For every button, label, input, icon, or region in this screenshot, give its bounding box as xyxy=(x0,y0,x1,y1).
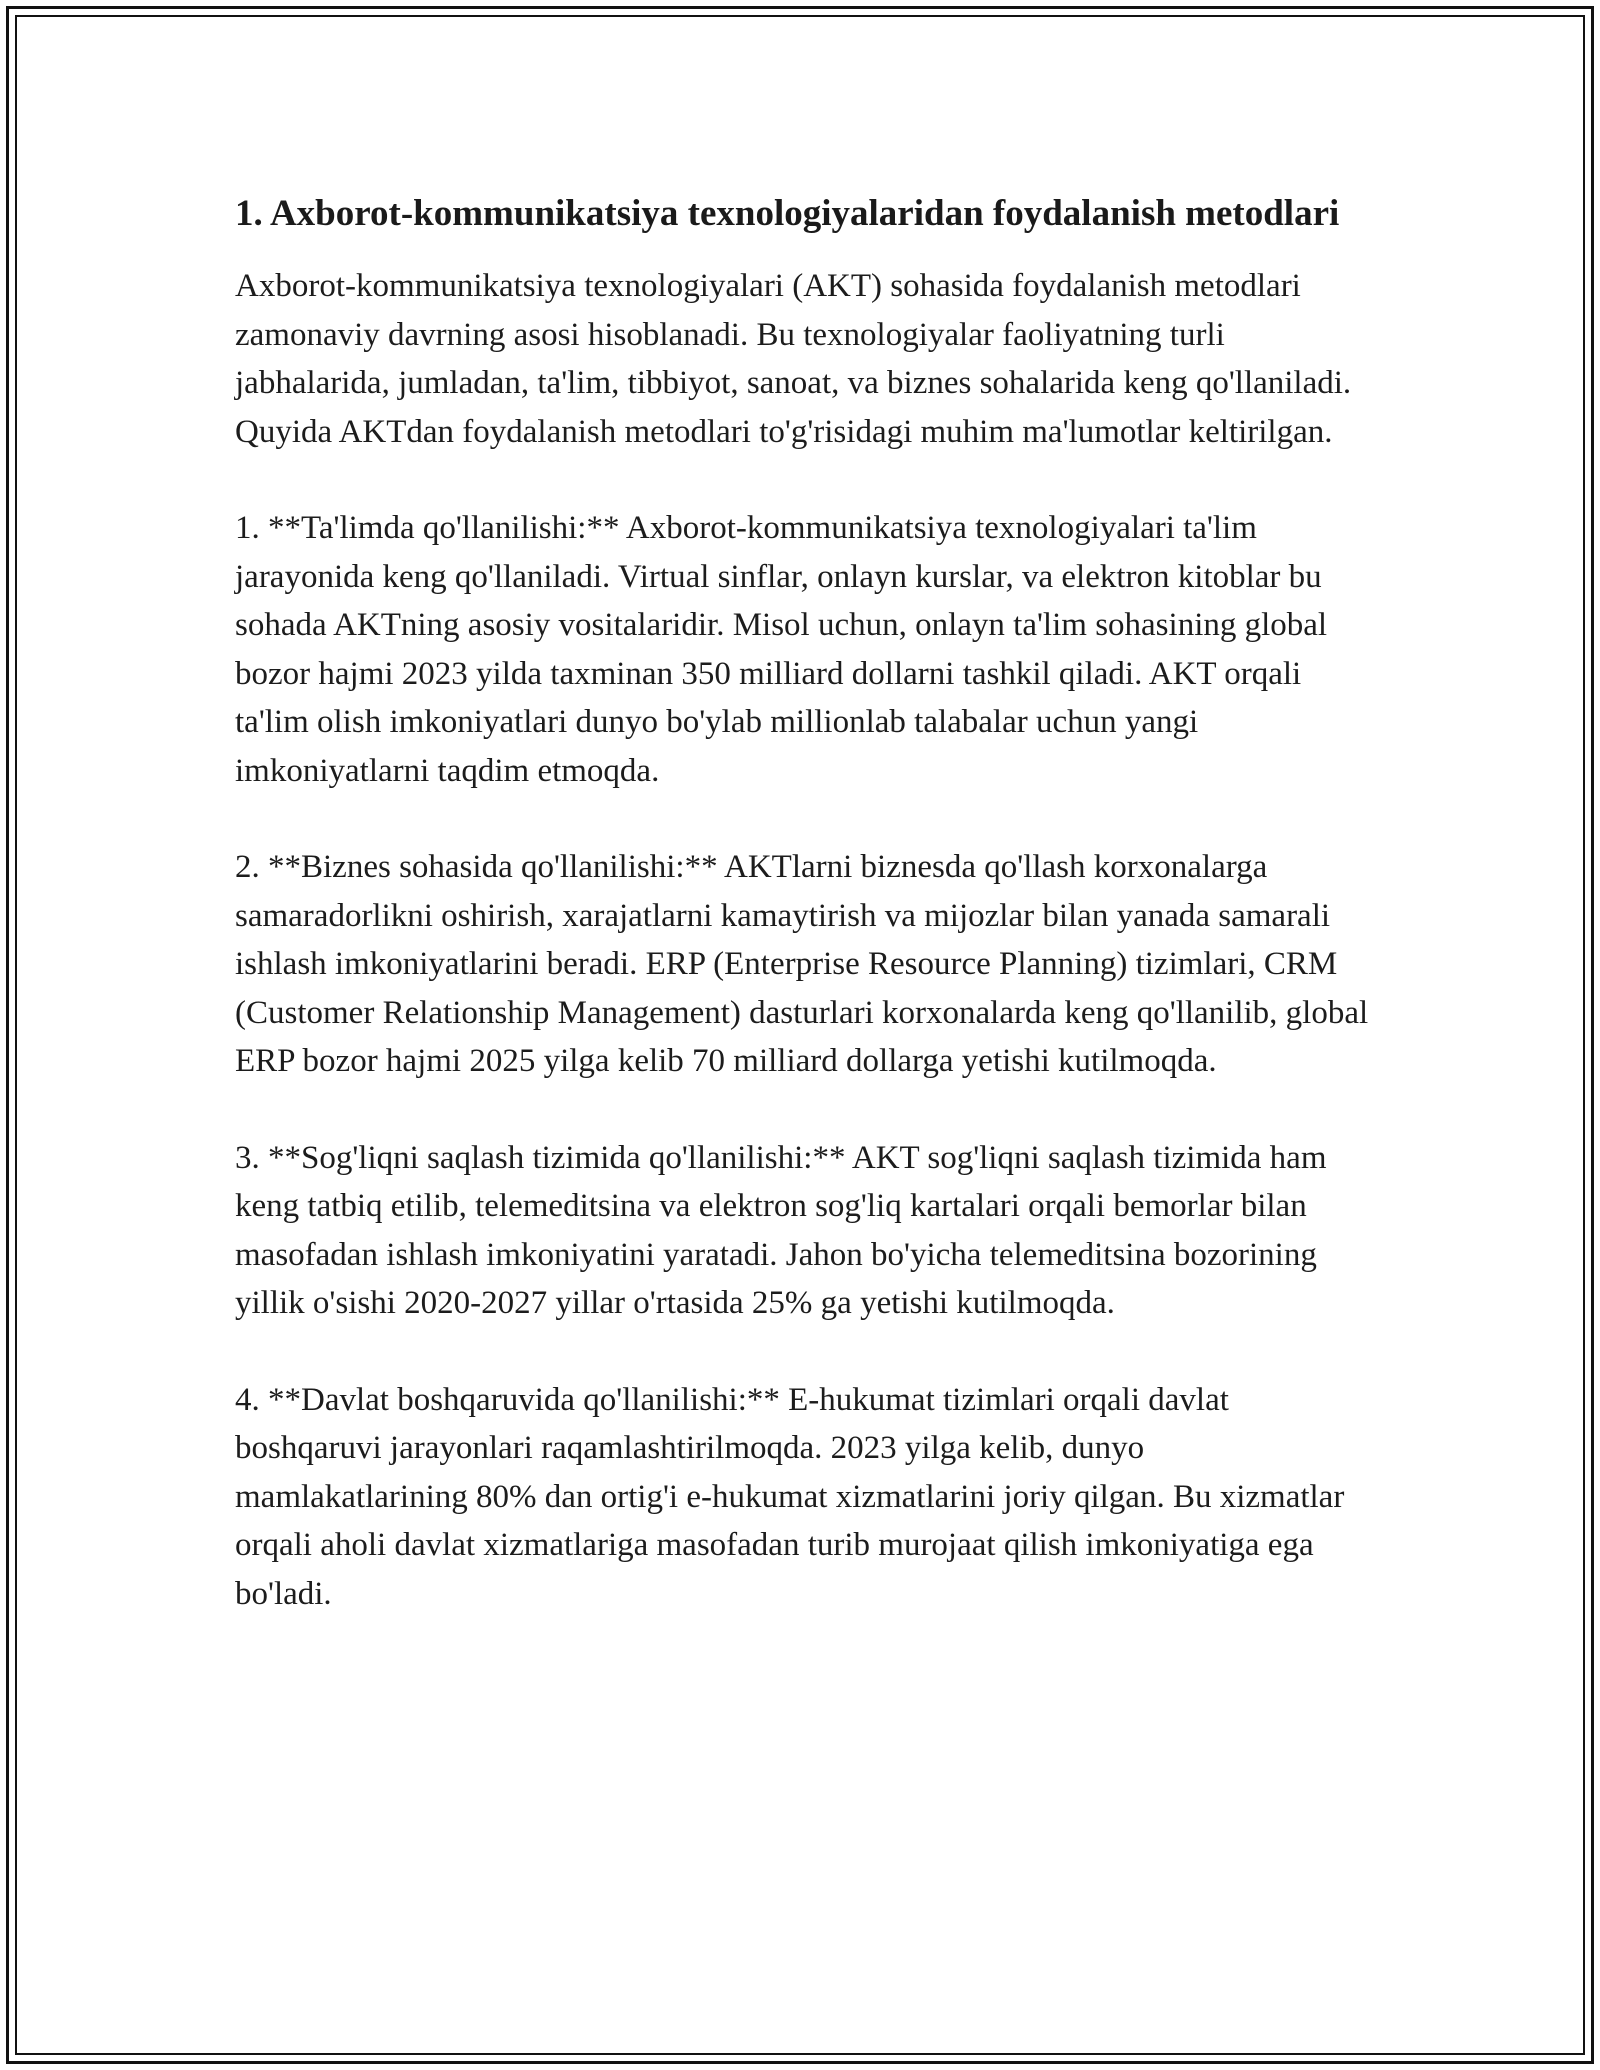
intro-paragraph: Axborot-kommunikatsiya texnologiyalari (AKT) sohasida foydalanish metodlari zamonaviy davrning asosi hisoblanadi. Bu texnologiyalar faoliyatning turli jabhalarida, jumladan, ta'lim, tibbiyot, sanoat, va biznes sohalarida keng qo'llaniladi. Quyida AKTdan foydalanish metodlari to'g'risidagi muhim ma'lumotlar keltirilgan. xyxy=(235,268,1352,450)
list-item-government: 4. **Davlat boshqaruvida qo'llanilishi:** E-hukumat tizimlari orqali davlat boshqaruvi jarayonlari raqamlashtirilmoqda. 2023 yilga kelib, dunyo mamlakatlarining 80% dan ortig'i e-hukumat xizmatlarini joriy qilgan. Bu xizmatlar orqali aholi davlat xizmatlariga masofadan turib murojaat qilish imkoniyatiga ega bo'ladi. xyxy=(235,1381,1345,1612)
document-body xyxy=(235,186,1370,1618)
list-item-healthcare: 3. **Sog'liqni saqlash tizimida qo'llanilishi:** AKT sog'liqni saqlash tizimida ham keng tatbiq etilib, telemeditsina va elektron sog'liq kartalari orqali bemorlar bilan masofadan ishlash imkoniyatini yaratadi. Jahon bo'yicha telemeditsina bozorining yillik o'sishi 2020-2027 yillar o'rtasida 25% ga yetishi kutilmoqda. xyxy=(235,1139,1327,1321)
document-title: 1. Axborot-kommunikatsiya texnologiyalaridan foydalanish metodlari xyxy=(235,193,1340,234)
list-item-business: 2. **Biznes sohasida qo'llanilishi:** AKTlarni biznesda qo'llash korxonalarga samaradorlikni oshirish, xarajatlarni kamaytirish va mijozlar bilan yanada samarali ishlash imkoniyatlarini beradi. ERP (Enterprise Resource Planning) tizimlari, CRM (Customer Relationship Management) dasturlari korxonalarda keng qo'llanilib, global ERP bozor hajmi 2025 yilga kelib 70 milliard dollarga yetishi kutilmoqda. xyxy=(235,849,1369,1079)
list-item-education: 1. **Ta'limda qo'llanilishi:** Axborot-kommunikatsiya texnologiyalari ta'lim jarayonida keng qo'llaniladi. Virtual sinflar, onlayn kurslar, va elektron kitoblar bu sohada AKTning asosiy vositalaridir. Misol uchun, onlayn ta'lim sohasining global bozor hajmi 2023 yilda taxminan 350 milliard dollarni tashkil qiladi. AKT orqali ta'lim olish imkoniyatlari dunyo bo'ylab millionlab talabalar uchun yangi imkoniyatlarni taqdim etmoqda. xyxy=(235,510,1328,789)
